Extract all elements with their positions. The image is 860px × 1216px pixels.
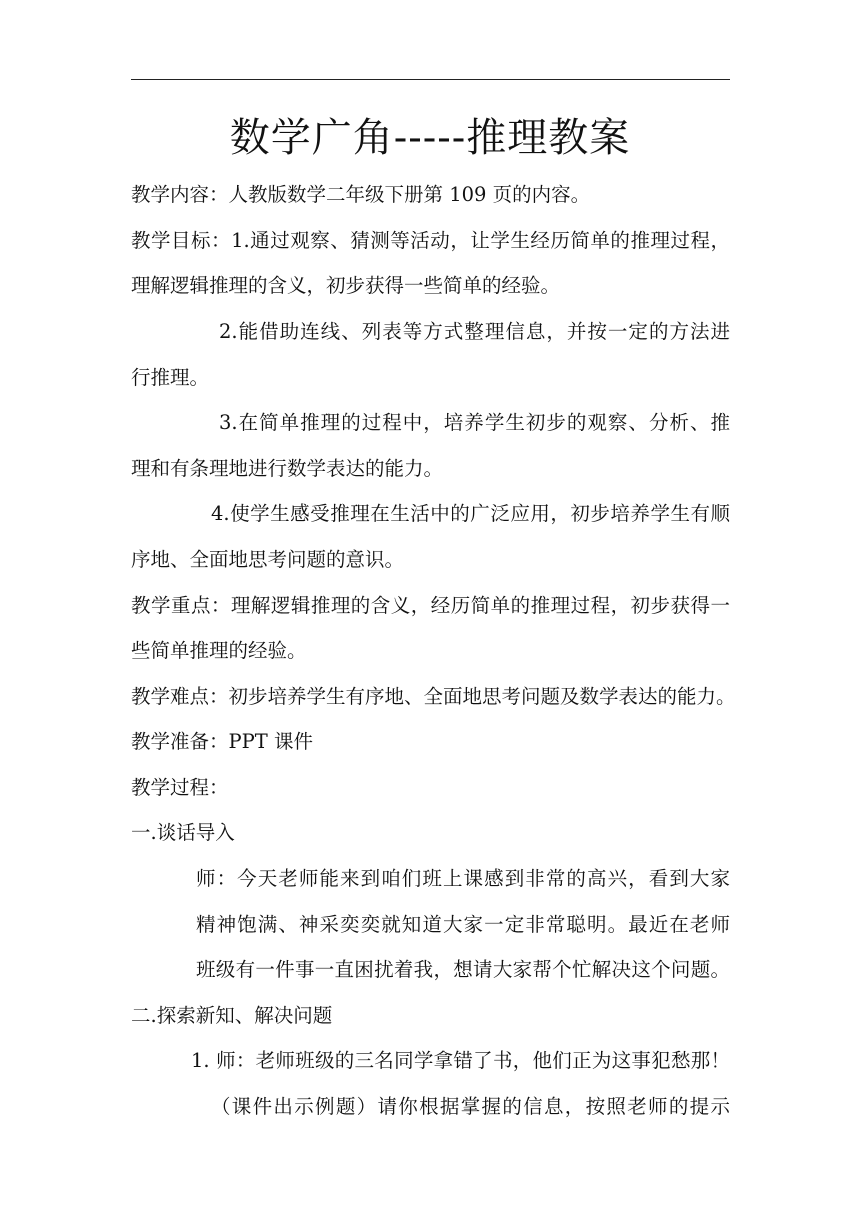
goal-item-4-continuation: 序地、全面地思考问题的意识。 (131, 548, 405, 571)
section-2-heading: 二.探索新知、解决问题 (131, 1004, 333, 1027)
process-heading: 教学过程： (131, 776, 229, 799)
goal-item-3-continuation: 理和有条理地进行数学表达的能力。 (131, 457, 444, 480)
preparation-line: 教学准备：PPT 课件 (131, 730, 313, 753)
explore-item-1-continuation: （课件出示例题）请你根据掌握的信息，按照老师的提示 (211, 1095, 730, 1118)
header-rule (131, 79, 730, 80)
difficulty-line: 教学难点：初步培养学生有序地、全面地思考问题及数学表达的能力。 (131, 685, 736, 708)
section-1-heading: 一.谈话导入 (131, 821, 235, 844)
goal-item-3-line: 3.在简单推理的过程中，培养学生初步的观察、分析、推 (219, 411, 730, 434)
teaching-goal-continuation: 理解逻辑推理的含义，初步获得一些简单的经验。 (131, 274, 561, 297)
intro-paragraph-line-3: 班级有一件事一直困扰着我，想请大家帮个忙解决这个问题。 (196, 958, 730, 981)
key-point-line: 教学重点：理解逻辑推理的含义，经历简单的推理过程，初步获得一 (131, 594, 730, 617)
goal-item-2-line: 2.能借助连线、列表等方式整理信息，并按一定的方法进 (219, 320, 730, 343)
intro-paragraph-line-1: 师：今天老师能来到咱们班上课感到非常的高兴，看到大家 (196, 867, 730, 890)
document-title: 数学广角-----推理教案 (229, 115, 631, 161)
intro-paragraph-line-2: 精神饱满、神采奕奕就知道大家一定非常聪明。最近在老师 (196, 913, 730, 936)
key-point-continuation: 些简单推理的经验。 (131, 639, 307, 662)
goal-item-2-continuation: 行推理。 (131, 366, 210, 389)
explore-item-1-line: 1. 师：老师班级的三名同学拿错了书，他们正为这事犯愁那！ (191, 1049, 730, 1072)
teaching-goal-line: 教学目标：1.通过观察、猜测等活动，让学生经历简单的推理过程， (131, 229, 730, 252)
teaching-content-line: 教学内容：人教版数学二年级下册第 109 页的内容。 (131, 183, 591, 206)
goal-item-4-line: 4.使学生感受推理在生活中的广泛应用，初步培养学生有顺 (211, 502, 730, 525)
